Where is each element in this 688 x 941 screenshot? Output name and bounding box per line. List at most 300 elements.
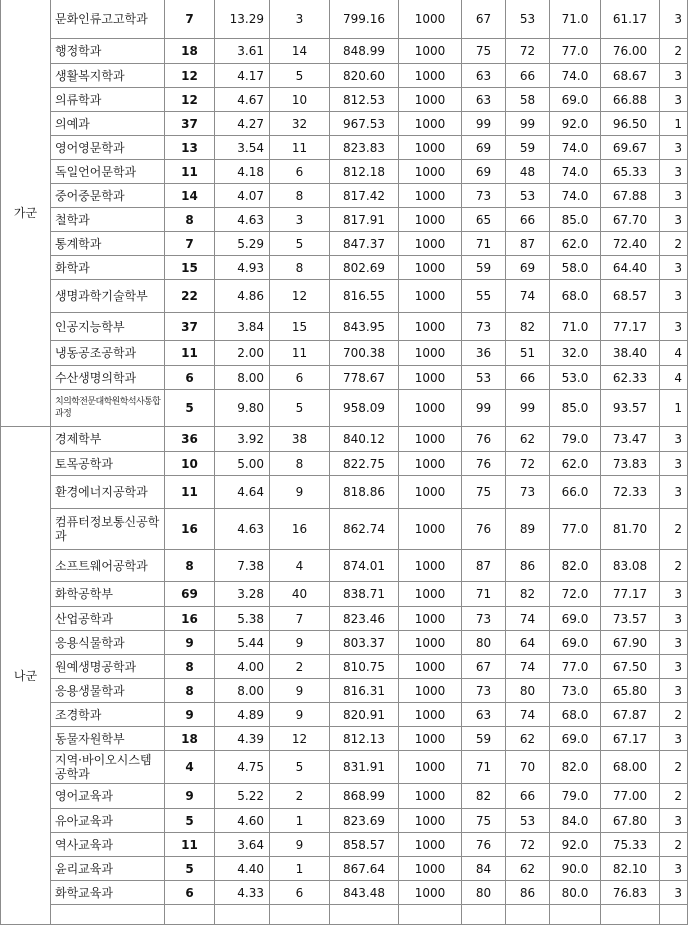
quota-count: 16 <box>165 509 215 550</box>
rank-cell: 38 <box>270 427 330 452</box>
rank-cell: 15 <box>270 313 330 341</box>
department-name: 조경학과 <box>51 703 165 727</box>
score-c-cell: 92.0 <box>550 833 601 857</box>
score-a-cell: 76 <box>462 427 506 452</box>
total-cell: 1000 <box>399 607 462 631</box>
score-d-cell: 68.57 <box>601 280 660 313</box>
grade-cell: 3 <box>660 160 688 184</box>
rank-cell: 32 <box>270 112 330 136</box>
grade-cell: 3 <box>660 809 688 833</box>
quota-count: 36 <box>165 427 215 452</box>
grade-cell: 1 <box>660 390 688 427</box>
score-b-cell: 87 <box>506 232 550 256</box>
score-d-cell: 73.83 <box>601 452 660 476</box>
score-c-cell: 80.0 <box>550 881 601 905</box>
grade-cell: 3 <box>660 727 688 751</box>
grade-cell: 3 <box>660 313 688 341</box>
score-cell: 847.37 <box>330 232 399 256</box>
score-c-cell: 77.0 <box>550 655 601 679</box>
score-c-cell: 82.0 <box>550 751 601 784</box>
score-d-cell: 68.67 <box>601 64 660 88</box>
score-b-cell: 99 <box>506 112 550 136</box>
score-c-cell: 32.0 <box>550 341 601 366</box>
score-a-cell: 59 <box>462 256 506 280</box>
score-cell: 823.69 <box>330 809 399 833</box>
group-label: 나군 <box>1 427 51 925</box>
total-cell: 1000 <box>399 655 462 679</box>
grade-cell: 4 <box>660 366 688 390</box>
quota-count: 9 <box>165 703 215 727</box>
score-cell: 803.37 <box>330 631 399 655</box>
grade-cell: 3 <box>660 631 688 655</box>
grade-cell: 3 <box>660 655 688 679</box>
score-c-cell: 68.0 <box>550 280 601 313</box>
grade-cell: 2 <box>660 784 688 809</box>
total-cell: 1000 <box>399 256 462 280</box>
score-c-cell: 74.0 <box>550 184 601 208</box>
grade-cell: 3 <box>660 881 688 905</box>
score-b-cell: 82 <box>506 313 550 341</box>
total-cell: 1000 <box>399 881 462 905</box>
quota-count: 18 <box>165 727 215 751</box>
total-cell: 1000 <box>399 232 462 256</box>
score-a-cell: 82 <box>462 784 506 809</box>
table-row <box>1 313 688 341</box>
ratio-cell: 8.00 <box>215 366 270 390</box>
score-b-cell <box>506 905 550 925</box>
ratio-cell: 5.44 <box>215 631 270 655</box>
department-name: 영어교육과 <box>51 784 165 809</box>
rank-cell: 12 <box>270 727 330 751</box>
score-c-cell: 71.0 <box>550 0 601 39</box>
score-a-cell: 84 <box>462 857 506 881</box>
rank-cell <box>270 905 330 925</box>
score-a-cell: 73 <box>462 679 506 703</box>
grade-cell: 3 <box>660 64 688 88</box>
grade-cell: 2 <box>660 232 688 256</box>
table-row <box>1 452 688 476</box>
score-cell: 840.12 <box>330 427 399 452</box>
score-a-cell: 80 <box>462 631 506 655</box>
quota-count: 9 <box>165 631 215 655</box>
grade-cell: 3 <box>660 88 688 112</box>
ratio-cell: 4.17 <box>215 64 270 88</box>
score-c-cell <box>550 905 601 925</box>
score-b-cell: 53 <box>506 0 550 39</box>
score-a-cell: 69 <box>462 160 506 184</box>
score-d-cell: 38.40 <box>601 341 660 366</box>
department-name: 화학과 <box>51 256 165 280</box>
grade-cell: 3 <box>660 280 688 313</box>
department-name: 화학공학부 <box>51 582 165 607</box>
score-b-cell: 89 <box>506 509 550 550</box>
score-c-cell: 68.0 <box>550 703 601 727</box>
quota-count: 10 <box>165 452 215 476</box>
table-row <box>1 905 688 925</box>
ratio-cell <box>215 905 270 925</box>
score-d-cell: 73.57 <box>601 607 660 631</box>
score-cell: 812.53 <box>330 88 399 112</box>
ratio-cell: 8.00 <box>215 679 270 703</box>
score-c-cell: 72.0 <box>550 582 601 607</box>
score-b-cell: 74 <box>506 607 550 631</box>
total-cell: 1000 <box>399 679 462 703</box>
table-row <box>1 655 688 679</box>
rank-cell: 5 <box>270 751 330 784</box>
grade-cell: 3 <box>660 476 688 509</box>
score-cell: 820.91 <box>330 703 399 727</box>
score-a-cell: 55 <box>462 280 506 313</box>
total-cell: 1000 <box>399 112 462 136</box>
score-b-cell: 53 <box>506 184 550 208</box>
grade-cell: 3 <box>660 208 688 232</box>
score-d-cell: 75.33 <box>601 833 660 857</box>
score-cell: 810.75 <box>330 655 399 679</box>
department-name: 소프트웨어공학과 <box>51 550 165 582</box>
rank-cell: 1 <box>270 809 330 833</box>
score-b-cell: 73 <box>506 476 550 509</box>
quota-count: 8 <box>165 208 215 232</box>
ratio-cell: 13.29 <box>215 0 270 39</box>
department-name: 독일언어문학과 <box>51 160 165 184</box>
score-c-cell: 79.0 <box>550 427 601 452</box>
total-cell: 1000 <box>399 784 462 809</box>
score-cell: 817.91 <box>330 208 399 232</box>
grade-cell: 3 <box>660 0 688 39</box>
table-row <box>1 256 688 280</box>
score-c-cell: 74.0 <box>550 64 601 88</box>
table-row <box>1 39 688 64</box>
quota-count <box>165 905 215 925</box>
score-d-cell: 82.10 <box>601 857 660 881</box>
score-b-cell: 72 <box>506 833 550 857</box>
table-row <box>1 112 688 136</box>
department-name: 의류학과 <box>51 88 165 112</box>
score-b-cell: 72 <box>506 39 550 64</box>
score-a-cell: 75 <box>462 476 506 509</box>
grade-cell: 3 <box>660 427 688 452</box>
quota-count: 11 <box>165 160 215 184</box>
rank-cell: 8 <box>270 184 330 208</box>
quota-count: 8 <box>165 679 215 703</box>
table-row <box>1 833 688 857</box>
total-cell: 1000 <box>399 341 462 366</box>
department-name: 철학과 <box>51 208 165 232</box>
total-cell: 1000 <box>399 184 462 208</box>
score-d-cell: 96.50 <box>601 112 660 136</box>
score-a-cell: 87 <box>462 550 506 582</box>
score-c-cell: 62.0 <box>550 232 601 256</box>
department-name: 응용생물학과 <box>51 679 165 703</box>
rank-cell: 11 <box>270 341 330 366</box>
score-cell: 816.55 <box>330 280 399 313</box>
quota-count: 11 <box>165 476 215 509</box>
score-c-cell: 92.0 <box>550 112 601 136</box>
score-cell: 868.99 <box>330 784 399 809</box>
score-a-cell: 75 <box>462 39 506 64</box>
score-d-cell: 65.80 <box>601 679 660 703</box>
score-a-cell: 99 <box>462 112 506 136</box>
table-row <box>1 184 688 208</box>
rank-cell: 9 <box>270 476 330 509</box>
score-d-cell: 66.88 <box>601 88 660 112</box>
score-cell: 843.95 <box>330 313 399 341</box>
quota-count: 5 <box>165 390 215 427</box>
score-a-cell: 76 <box>462 509 506 550</box>
score-a-cell: 53 <box>462 366 506 390</box>
rank-cell: 11 <box>270 136 330 160</box>
grade-cell: 3 <box>660 607 688 631</box>
department-name: 경제학부 <box>51 427 165 452</box>
ratio-cell: 3.84 <box>215 313 270 341</box>
ratio-cell: 4.27 <box>215 112 270 136</box>
score-c-cell: 85.0 <box>550 390 601 427</box>
score-a-cell: 63 <box>462 64 506 88</box>
score-d-cell: 67.80 <box>601 809 660 833</box>
score-a-cell: 73 <box>462 184 506 208</box>
score-b-cell: 69 <box>506 256 550 280</box>
score-c-cell: 62.0 <box>550 452 601 476</box>
rank-cell: 2 <box>270 784 330 809</box>
department-name: 문화인류고고학과 <box>51 0 165 39</box>
score-b-cell: 74 <box>506 280 550 313</box>
table-row <box>1 607 688 631</box>
table-row <box>1 88 688 112</box>
score-d-cell: 81.70 <box>601 509 660 550</box>
score-b-cell: 66 <box>506 208 550 232</box>
score-a-cell: 71 <box>462 582 506 607</box>
department-name: 생명과학기술학부 <box>51 280 165 313</box>
grade-cell: 3 <box>660 582 688 607</box>
score-d-cell <box>601 905 660 925</box>
ratio-cell: 7.38 <box>215 550 270 582</box>
score-cell: 823.46 <box>330 607 399 631</box>
total-cell: 1000 <box>399 313 462 341</box>
total-cell: 1000 <box>399 550 462 582</box>
score-b-cell: 72 <box>506 452 550 476</box>
score-cell: 799.16 <box>330 0 399 39</box>
department-name: 수산생명의학과 <box>51 366 165 390</box>
grade-cell: 3 <box>660 452 688 476</box>
ratio-cell: 4.00 <box>215 655 270 679</box>
rank-cell: 14 <box>270 39 330 64</box>
score-d-cell: 67.87 <box>601 703 660 727</box>
ratio-cell: 2.00 <box>215 341 270 366</box>
score-b-cell: 51 <box>506 341 550 366</box>
score-d-cell: 76.00 <box>601 39 660 64</box>
quota-count: 8 <box>165 550 215 582</box>
ratio-cell: 5.22 <box>215 784 270 809</box>
total-cell: 1000 <box>399 160 462 184</box>
table-row <box>1 0 688 39</box>
quota-count: 69 <box>165 582 215 607</box>
score-b-cell: 62 <box>506 727 550 751</box>
rank-cell: 6 <box>270 881 330 905</box>
table-row <box>1 64 688 88</box>
score-c-cell: 73.0 <box>550 679 601 703</box>
ratio-cell: 4.86 <box>215 280 270 313</box>
ratio-cell: 4.64 <box>215 476 270 509</box>
ratio-cell: 4.67 <box>215 88 270 112</box>
score-a-cell: 69 <box>462 136 506 160</box>
score-cell: 862.74 <box>330 509 399 550</box>
grade-cell: 2 <box>660 833 688 857</box>
quota-count: 18 <box>165 39 215 64</box>
score-a-cell: 73 <box>462 607 506 631</box>
rank-cell: 4 <box>270 550 330 582</box>
grade-cell: 2 <box>660 751 688 784</box>
score-c-cell: 69.0 <box>550 607 601 631</box>
score-a-cell: 36 <box>462 341 506 366</box>
score-cell: 843.48 <box>330 881 399 905</box>
score-d-cell: 77.17 <box>601 313 660 341</box>
grade-cell: 4 <box>660 341 688 366</box>
table-row <box>1 390 688 427</box>
score-b-cell: 62 <box>506 427 550 452</box>
department-name: 의예과 <box>51 112 165 136</box>
quota-count: 12 <box>165 64 215 88</box>
score-a-cell: 71 <box>462 751 506 784</box>
total-cell: 1000 <box>399 727 462 751</box>
score-cell: 812.13 <box>330 727 399 751</box>
table-row <box>1 280 688 313</box>
table-row <box>1 809 688 833</box>
table-row <box>1 751 688 784</box>
total-cell: 1000 <box>399 64 462 88</box>
table-row <box>1 366 688 390</box>
score-a-cell: 63 <box>462 88 506 112</box>
department-name: 지역·바이오시스템공학과 <box>51 751 165 784</box>
grade-cell: 2 <box>660 509 688 550</box>
score-a-cell: 71 <box>462 232 506 256</box>
score-c-cell: 85.0 <box>550 208 601 232</box>
score-cell: 820.60 <box>330 64 399 88</box>
quota-count: 16 <box>165 607 215 631</box>
table-row <box>1 631 688 655</box>
score-d-cell: 67.88 <box>601 184 660 208</box>
score-a-cell: 73 <box>462 313 506 341</box>
total-cell: 1000 <box>399 509 462 550</box>
score-cell: 812.18 <box>330 160 399 184</box>
score-d-cell: 68.00 <box>601 751 660 784</box>
table-body <box>1 0 688 925</box>
table-row <box>1 727 688 751</box>
score-cell: 823.83 <box>330 136 399 160</box>
rank-cell: 12 <box>270 280 330 313</box>
rank-cell: 7 <box>270 607 330 631</box>
table-row <box>1 784 688 809</box>
score-a-cell: 76 <box>462 452 506 476</box>
table-row <box>1 208 688 232</box>
table-row <box>1 136 688 160</box>
score-b-cell: 59 <box>506 136 550 160</box>
score-cell: 867.64 <box>330 857 399 881</box>
score-c-cell: 74.0 <box>550 160 601 184</box>
grade-cell: 3 <box>660 136 688 160</box>
total-cell: 1000 <box>399 582 462 607</box>
department-name <box>51 905 165 925</box>
score-b-cell: 70 <box>506 751 550 784</box>
rank-cell: 3 <box>270 0 330 39</box>
total-cell <box>399 905 462 925</box>
ratio-cell: 3.28 <box>215 582 270 607</box>
total-cell: 1000 <box>399 39 462 64</box>
ratio-cell: 4.63 <box>215 208 270 232</box>
ratio-cell: 4.75 <box>215 751 270 784</box>
quota-count: 11 <box>165 833 215 857</box>
ratio-cell: 4.63 <box>215 509 270 550</box>
score-cell <box>330 905 399 925</box>
quota-count: 37 <box>165 313 215 341</box>
rank-cell: 8 <box>270 452 330 476</box>
score-cell: 817.42 <box>330 184 399 208</box>
total-cell: 1000 <box>399 390 462 427</box>
quota-count: 11 <box>165 341 215 366</box>
table-row <box>1 550 688 582</box>
score-cell: 831.91 <box>330 751 399 784</box>
rank-cell: 5 <box>270 64 330 88</box>
ratio-cell: 3.64 <box>215 833 270 857</box>
score-c-cell: 77.0 <box>550 39 601 64</box>
total-cell: 1000 <box>399 751 462 784</box>
ratio-cell: 9.80 <box>215 390 270 427</box>
score-b-cell: 74 <box>506 703 550 727</box>
rank-cell: 40 <box>270 582 330 607</box>
ratio-cell: 4.60 <box>215 809 270 833</box>
ratio-cell: 5.29 <box>215 232 270 256</box>
score-b-cell: 86 <box>506 550 550 582</box>
score-a-cell: 99 <box>462 390 506 427</box>
score-d-cell: 67.70 <box>601 208 660 232</box>
score-d-cell: 67.90 <box>601 631 660 655</box>
table-row <box>1 509 688 550</box>
quota-count: 4 <box>165 751 215 784</box>
total-cell: 1000 <box>399 88 462 112</box>
department-name: 환경에너지공학과 <box>51 476 165 509</box>
table-row <box>1 476 688 509</box>
score-b-cell: 66 <box>506 64 550 88</box>
score-cell: 958.09 <box>330 390 399 427</box>
score-b-cell: 64 <box>506 631 550 655</box>
quota-count: 5 <box>165 809 215 833</box>
score-d-cell: 67.17 <box>601 727 660 751</box>
department-name: 컴퓨터정보통신공학과 <box>51 509 165 550</box>
grade-cell <box>660 905 688 925</box>
department-name: 냉동공조공학과 <box>51 341 165 366</box>
department-name: 동물자원학부 <box>51 727 165 751</box>
ratio-cell: 4.93 <box>215 256 270 280</box>
table-row <box>1 427 688 452</box>
score-cell: 778.67 <box>330 366 399 390</box>
score-c-cell: 53.0 <box>550 366 601 390</box>
score-d-cell: 72.40 <box>601 232 660 256</box>
score-a-cell: 65 <box>462 208 506 232</box>
score-cell: 858.57 <box>330 833 399 857</box>
rank-cell: 16 <box>270 509 330 550</box>
total-cell: 1000 <box>399 208 462 232</box>
quota-count: 9 <box>165 784 215 809</box>
score-b-cell: 53 <box>506 809 550 833</box>
group-label: 가군 <box>1 0 51 427</box>
rank-cell: 9 <box>270 631 330 655</box>
score-cell: 802.69 <box>330 256 399 280</box>
quota-count: 6 <box>165 881 215 905</box>
grade-cell: 1 <box>660 112 688 136</box>
ratio-cell: 4.89 <box>215 703 270 727</box>
rank-cell: 10 <box>270 88 330 112</box>
department-name: 치의학전문대학원학석사통합과정 <box>51 390 165 427</box>
score-a-cell: 67 <box>462 655 506 679</box>
